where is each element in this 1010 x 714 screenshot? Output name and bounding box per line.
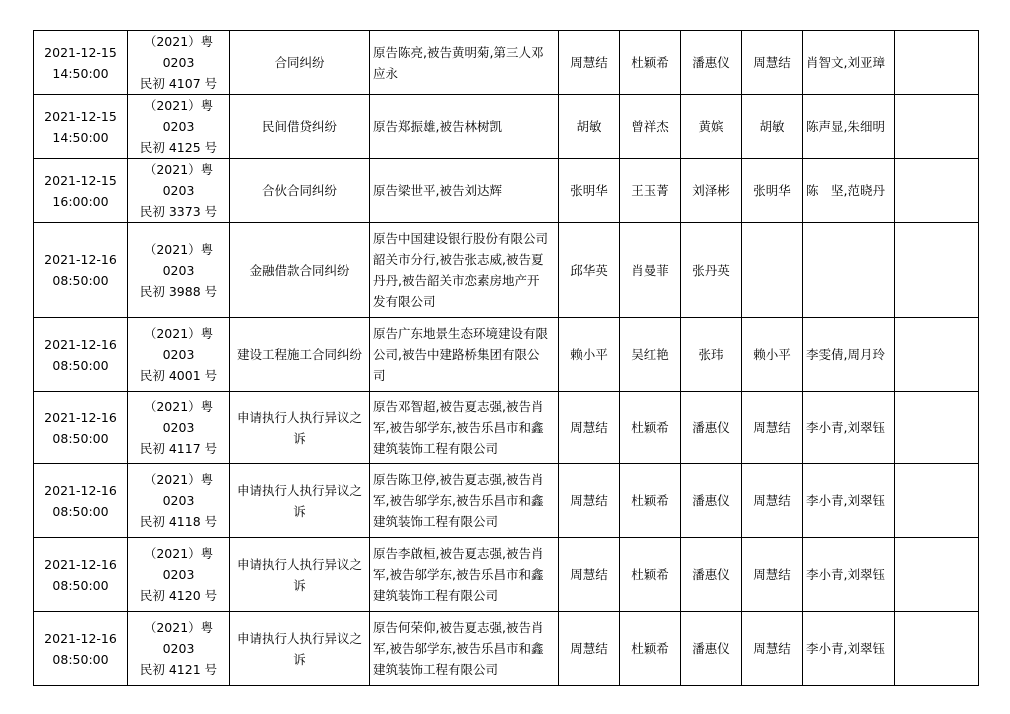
juror-name-cell xyxy=(681,223,742,318)
case-cause: 申请执行人执行异议之 xyxy=(236,630,362,646)
parties-cell xyxy=(370,95,559,159)
hearing-datetime-cell xyxy=(34,31,128,95)
case-number-cell xyxy=(128,392,230,464)
judge-name: 周慧结 xyxy=(570,420,608,435)
table-row xyxy=(34,612,979,686)
parties-text: 公司,被告中建路桥集团有限公 xyxy=(373,347,540,362)
juror-name-cell xyxy=(681,31,742,95)
clerk-names: 李小青,刘翠钰 xyxy=(806,493,885,508)
hearing-time: 16:00:00 xyxy=(52,193,109,209)
clerks-cell xyxy=(803,223,895,318)
judge-name-cell xyxy=(559,318,620,392)
parties-cell xyxy=(370,31,559,95)
presiding-judge-name: 胡敏 xyxy=(759,119,785,134)
juror-name-cell xyxy=(620,95,681,159)
hearing-time: 08:50:00 xyxy=(52,577,109,593)
clerk-names: 李小青,刘翠钰 xyxy=(806,420,885,435)
parties-text: 原告郑振雄,被告林树凯 xyxy=(373,119,502,134)
case-year: （2021）粤 0203 xyxy=(143,98,214,134)
case-cause: 合伙合同纠纷 xyxy=(261,183,337,198)
case-cause-cell xyxy=(230,159,370,223)
table-row xyxy=(34,159,979,223)
parties-text: 军,被告邬学东,被告乐昌市和鑫 xyxy=(373,641,544,656)
juror-name: 杜颖希 xyxy=(631,55,669,70)
juror-name: 肖曼菲 xyxy=(631,262,669,278)
juror-name-cell xyxy=(620,612,681,686)
table-row xyxy=(34,318,979,392)
parties-text: 原告陈卫停,被告夏志强,被告肖 xyxy=(373,472,544,487)
presiding-judge-name: 赖小平 xyxy=(753,347,791,362)
parties-text: 建筑装饰工程有限公司 xyxy=(373,588,499,603)
parties-text: 建筑装饰工程有限公司 xyxy=(373,662,499,677)
juror-name-cell xyxy=(620,464,681,538)
case-cause: 民间借贷纠纷 xyxy=(261,119,337,134)
hearing-date: 2021-12-16 xyxy=(44,482,117,498)
juror-name: 杜颖希 xyxy=(631,493,669,508)
case-cause-cell xyxy=(230,318,370,392)
case-year: （2021）粤 0203 xyxy=(143,546,214,582)
blank-cell xyxy=(895,318,979,392)
juror-name: 杜颖希 xyxy=(631,420,669,435)
table-row xyxy=(34,95,979,159)
hearing-time: 14:50:00 xyxy=(52,129,109,145)
hearing-time: 08:50:00 xyxy=(52,430,109,446)
hearing-datetime-cell xyxy=(34,159,128,223)
judge-name: 张明华 xyxy=(570,183,608,198)
judge-name: 周慧结 xyxy=(570,55,608,70)
judge-name: 赖小平 xyxy=(570,347,608,362)
presiding-judge-name-cell xyxy=(742,318,803,392)
juror-name-cell xyxy=(620,223,681,318)
juror-name: 吴红艳 xyxy=(631,347,669,362)
hearing-date: 2021-12-16 xyxy=(44,252,117,267)
clerk-names: 李雯倩,周月玲 xyxy=(806,347,885,362)
hearing-datetime-cell xyxy=(34,464,128,538)
case-cause-cell xyxy=(230,538,370,612)
presiding-judge-name: 周慧结 xyxy=(753,567,791,582)
parties-text: 发有限公司 xyxy=(373,294,436,309)
presiding-judge-name-cell xyxy=(742,31,803,95)
case-number-cell xyxy=(128,159,230,223)
juror-name-cell xyxy=(620,31,681,95)
case-cause-cell xyxy=(230,392,370,464)
juror-name: 潘惠仪 xyxy=(692,567,730,582)
judge-name-cell xyxy=(559,464,620,538)
case-cause-cell xyxy=(230,464,370,538)
presiding-judge-name-cell xyxy=(742,159,803,223)
blank-cell xyxy=(895,223,979,318)
judge-name-cell xyxy=(559,31,620,95)
judge-name: 周慧结 xyxy=(570,493,608,508)
case-cause-cell xyxy=(230,95,370,159)
juror-name-cell xyxy=(681,95,742,159)
hearing-datetime-cell xyxy=(34,223,128,318)
parties-text: 原告广东地景生态环境建设有限 xyxy=(373,326,549,341)
case-year: （2021）粤 0203 xyxy=(143,472,214,508)
parties-cell xyxy=(370,392,559,464)
case-number: 民初 4118 号 xyxy=(139,514,218,529)
juror-name: 刘泽彬 xyxy=(692,183,730,198)
hearing-time: 08:50:00 xyxy=(52,273,109,288)
clerks-cell xyxy=(803,464,895,538)
parties-text: 建筑装饰工程有限公司 xyxy=(373,441,499,456)
case-number-cell xyxy=(128,538,230,612)
judge-name-cell xyxy=(559,392,620,464)
juror-name-cell xyxy=(681,612,742,686)
blank-cell xyxy=(895,538,979,612)
judge-name: 邱华英 xyxy=(570,262,608,278)
parties-text: 司 xyxy=(373,368,386,383)
case-cause: 建设工程施工合同纠纷 xyxy=(236,347,362,362)
case-number-cell xyxy=(128,95,230,159)
clerk-names: 肖智文,刘亚璋 xyxy=(806,55,885,70)
clerks-cell xyxy=(803,612,895,686)
hearing-time: 08:50:00 xyxy=(52,503,109,519)
juror-name-cell xyxy=(681,538,742,612)
judge-name-cell xyxy=(559,159,620,223)
presiding-judge-name: 周慧结 xyxy=(753,641,791,656)
table-row xyxy=(34,538,979,612)
hearing-date: 2021-12-15 xyxy=(44,44,117,60)
case-number: 民初 3988 号 xyxy=(139,283,218,299)
judge-name-cell xyxy=(559,612,620,686)
clerk-names: 陈 坚,范晓丹 xyxy=(806,183,885,198)
hearing-date: 2021-12-16 xyxy=(44,556,117,572)
hearing-datetime-cell xyxy=(34,392,128,464)
clerks-cell xyxy=(803,538,895,612)
hearing-date: 2021-12-16 xyxy=(44,630,117,646)
case-cause: 金融借款合同纠纷 xyxy=(249,262,350,278)
clerks-cell xyxy=(803,318,895,392)
juror-name: 潘惠仪 xyxy=(692,420,730,435)
parties-text: 军,被告邬学东,被告乐昌市和鑫 xyxy=(373,567,544,582)
blank-cell xyxy=(895,392,979,464)
case-number: 民初 4121 号 xyxy=(139,662,218,677)
juror-name: 杜颖希 xyxy=(631,567,669,582)
parties-text: 建筑装饰工程有限公司 xyxy=(373,514,499,529)
judge-name: 胡敏 xyxy=(576,119,602,134)
parties-cell xyxy=(370,318,559,392)
case-cause: 合同纠纷 xyxy=(274,55,325,70)
parties-cell xyxy=(370,159,559,223)
judge-name-cell xyxy=(559,95,620,159)
parties-text: 原告李啟桓,被告夏志强,被告肖 xyxy=(373,546,544,561)
case-number: 民初 4120 号 xyxy=(139,588,218,603)
blank-cell xyxy=(895,31,979,95)
parties-text: 韶关市分行,被告张志威,被告夏 xyxy=(373,252,544,267)
presiding-judge-name: 周慧结 xyxy=(753,420,791,435)
presiding-judge-name-cell xyxy=(742,95,803,159)
hearing-time: 08:50:00 xyxy=(52,651,109,667)
juror-name: 曾祥杰 xyxy=(631,119,669,134)
clerk-names: 李小青,刘翠钰 xyxy=(806,567,885,582)
juror-name: 张丹英 xyxy=(692,262,730,278)
juror-name: 潘惠仪 xyxy=(692,493,730,508)
clerk-names: 李小青,刘翠钰 xyxy=(806,641,885,656)
juror-name: 张玮 xyxy=(698,347,724,362)
parties-text: 原告邓智超,被告夏志强,被告肖 xyxy=(373,399,544,414)
hearing-date: 2021-12-15 xyxy=(44,172,117,188)
case-cause: 申请执行人执行异议之 xyxy=(236,409,362,425)
juror-name-cell xyxy=(620,159,681,223)
case-number: 民初 4117 号 xyxy=(139,441,218,456)
clerk-names: 陈声显,朱细明 xyxy=(806,119,885,134)
case-number-cell xyxy=(128,464,230,538)
case-year: （2021）粤 0203 xyxy=(143,34,214,70)
hearing-datetime-cell xyxy=(34,95,128,159)
hearing-schedule-table xyxy=(33,30,979,686)
parties-text: 原告梁世平,被告刘达辉 xyxy=(373,183,502,198)
presiding-judge-name: 周慧结 xyxy=(753,493,791,508)
parties-text: 原告何荣仰,被告夏志强,被告肖 xyxy=(373,620,544,635)
case-number: 民初 3373 号 xyxy=(139,204,218,219)
case-year: （2021）粤 0203 xyxy=(143,326,214,362)
case-cause-cell xyxy=(230,223,370,318)
case-cause: 诉 xyxy=(293,430,306,446)
hearing-date: 2021-12-15 xyxy=(44,108,117,124)
juror-name-cell xyxy=(681,159,742,223)
case-cause: 申请执行人执行异议之 xyxy=(236,482,362,498)
juror-name-cell xyxy=(620,392,681,464)
hearing-datetime-cell xyxy=(34,318,128,392)
case-year: （2021）粤 0203 xyxy=(143,162,214,198)
presiding-judge-name-cell xyxy=(742,392,803,464)
juror-name-cell xyxy=(620,538,681,612)
clerks-cell xyxy=(803,392,895,464)
blank-cell xyxy=(895,612,979,686)
presiding-judge-name-cell xyxy=(742,464,803,538)
parties-text: 丹丹,被告韶关市恋素房地产开 xyxy=(373,273,540,288)
juror-name: 黄嫔 xyxy=(698,119,724,134)
case-cause-cell xyxy=(230,612,370,686)
presiding-judge-name-cell xyxy=(742,223,803,318)
juror-name: 王玉菁 xyxy=(631,183,669,198)
case-number-cell xyxy=(128,31,230,95)
presiding-judge-name-cell xyxy=(742,612,803,686)
case-year: （2021）粤 0203 xyxy=(143,399,214,435)
case-cause: 诉 xyxy=(293,577,306,593)
presiding-judge-name: 张明华 xyxy=(753,183,791,198)
hearing-datetime-cell xyxy=(34,538,128,612)
hearing-time: 14:50:00 xyxy=(52,65,109,81)
hearing-datetime-cell xyxy=(34,612,128,686)
parties-text: 原告中国建设银行股份有限公司 xyxy=(373,231,549,246)
case-number: 民初 4001 号 xyxy=(139,368,218,383)
presiding-judge-name-cell xyxy=(742,538,803,612)
case-cause-cell xyxy=(230,31,370,95)
table-body xyxy=(34,31,979,686)
case-number-cell xyxy=(128,612,230,686)
blank-cell xyxy=(895,464,979,538)
hearing-date: 2021-12-16 xyxy=(44,409,117,425)
juror-name-cell xyxy=(620,318,681,392)
juror-name-cell xyxy=(681,464,742,538)
case-number-cell xyxy=(128,318,230,392)
hearing-time: 08:50:00 xyxy=(52,357,109,373)
judge-name-cell xyxy=(559,223,620,318)
table-row xyxy=(34,392,979,464)
juror-name: 潘惠仪 xyxy=(692,641,730,656)
judge-name: 周慧结 xyxy=(570,641,608,656)
clerks-cell xyxy=(803,95,895,159)
parties-text: 军,被告邬学东,被告乐昌市和鑫 xyxy=(373,420,544,435)
blank-cell xyxy=(895,95,979,159)
parties-cell xyxy=(370,612,559,686)
clerks-cell xyxy=(803,31,895,95)
case-year: （2021）粤 0203 xyxy=(143,620,214,656)
case-cause: 申请执行人执行异议之 xyxy=(236,556,362,572)
parties-text: 军,被告邬学东,被告乐昌市和鑫 xyxy=(373,493,544,508)
presiding-judge-name: 周慧结 xyxy=(753,55,791,70)
table-row xyxy=(34,223,979,318)
clerks-cell xyxy=(803,159,895,223)
juror-name: 杜颖希 xyxy=(631,641,669,656)
parties-text: 原告陈亮,被告黄明菊,第三人邓 xyxy=(373,44,544,60)
parties-cell xyxy=(370,538,559,612)
case-number-cell xyxy=(128,223,230,318)
parties-cell xyxy=(370,464,559,538)
hearing-date: 2021-12-16 xyxy=(44,336,117,352)
parties-cell xyxy=(370,223,559,318)
table-row xyxy=(34,464,979,538)
case-number: 民初 4107 号 xyxy=(139,76,218,91)
case-cause: 诉 xyxy=(293,651,306,667)
judge-name-cell xyxy=(559,538,620,612)
juror-name-cell xyxy=(681,318,742,392)
judge-name: 周慧结 xyxy=(570,567,608,582)
table-row xyxy=(34,31,979,95)
case-year: （2021）粤 0203 xyxy=(143,241,214,278)
juror-name: 潘惠仪 xyxy=(692,55,730,70)
parties-text: 应永 xyxy=(373,65,399,81)
case-cause: 诉 xyxy=(293,503,306,519)
juror-name-cell xyxy=(681,392,742,464)
blank-cell xyxy=(895,159,979,223)
case-number: 民初 4125 号 xyxy=(139,140,218,155)
